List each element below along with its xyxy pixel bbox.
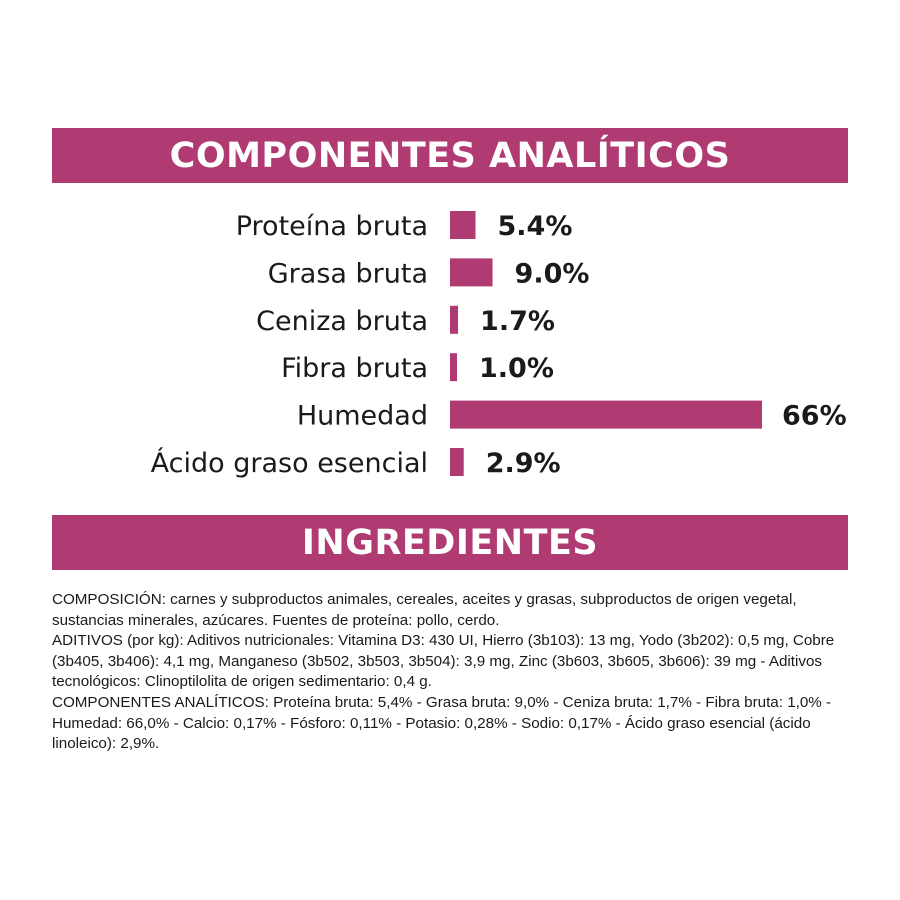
analytic-components-title: COMPONENTES ANALÍTICOS [169,135,731,176]
value-label: 5.4% [497,211,573,242]
bar [450,306,458,334]
bar [450,353,457,381]
bar [450,258,493,286]
bar [450,448,464,476]
value-label: 1.0% [479,353,554,385]
category-label: Grasa bruta [267,258,428,290]
analytic-components-text: COMPONENTES ANALÍTICOS: Proteína bruta: 5,4% - Grasa bruta: 9,0% - Ceniza bruta: 1,7% - Fibra bruta: 1,0% - Humedad: 66,0% - Calcio: 0,17% - Fósforo: 0,11% - Potasio: 0,28% - Sodio: 0,17% - Ácido graso esencial (ácido linoleico): 2,9%. [52,693,832,753]
bar [450,401,762,429]
category-label: Ceniza bruta [256,305,428,337]
category-label: Ácido graso esencial [150,448,428,479]
composition-text: COMPOSICIÓN: carnes y subproductos animales, cereales, aceites y grasas, subproductos de origen vegetal, sustancias minerales, azúcares. Fuentes de proteína: pollo, cerdo. [52,591,797,629]
category-label: Fibra bruta [281,353,428,385]
analytic-components-banner [52,128,848,183]
category-label: Proteína bruta [235,211,428,242]
ingredients-banner [52,515,848,570]
value-label: 9.0% [514,258,590,290]
value-label: 1.7% [480,305,555,337]
category-label: Humedad [296,400,428,432]
bar [450,211,476,239]
additives-text: ADITIVOS (por kg): Aditivos nutricionales: Vitamina D3: 430 UI, Hierro (3b103): 13 mg, Yodo (3b202): 0,5 mg, Cobre (3b405, 3b406): 4,1 mg, Manganeso (3b502, 3b503, 3b504): 3,9 mg, Zinc (3b603, 3b605, 3b606): 39 mg - Aditivos tecnológicos: Clinoptilolita de origen sedimentario: 0,4 g. [52,632,835,691]
analytic-components-chart [0,195,900,485]
value-label: 66% [782,400,847,432]
ingredients-text-block [52,590,842,755]
ingredients-title: INGREDIENTES [301,522,599,563]
value-label: 2.9% [485,448,561,479]
